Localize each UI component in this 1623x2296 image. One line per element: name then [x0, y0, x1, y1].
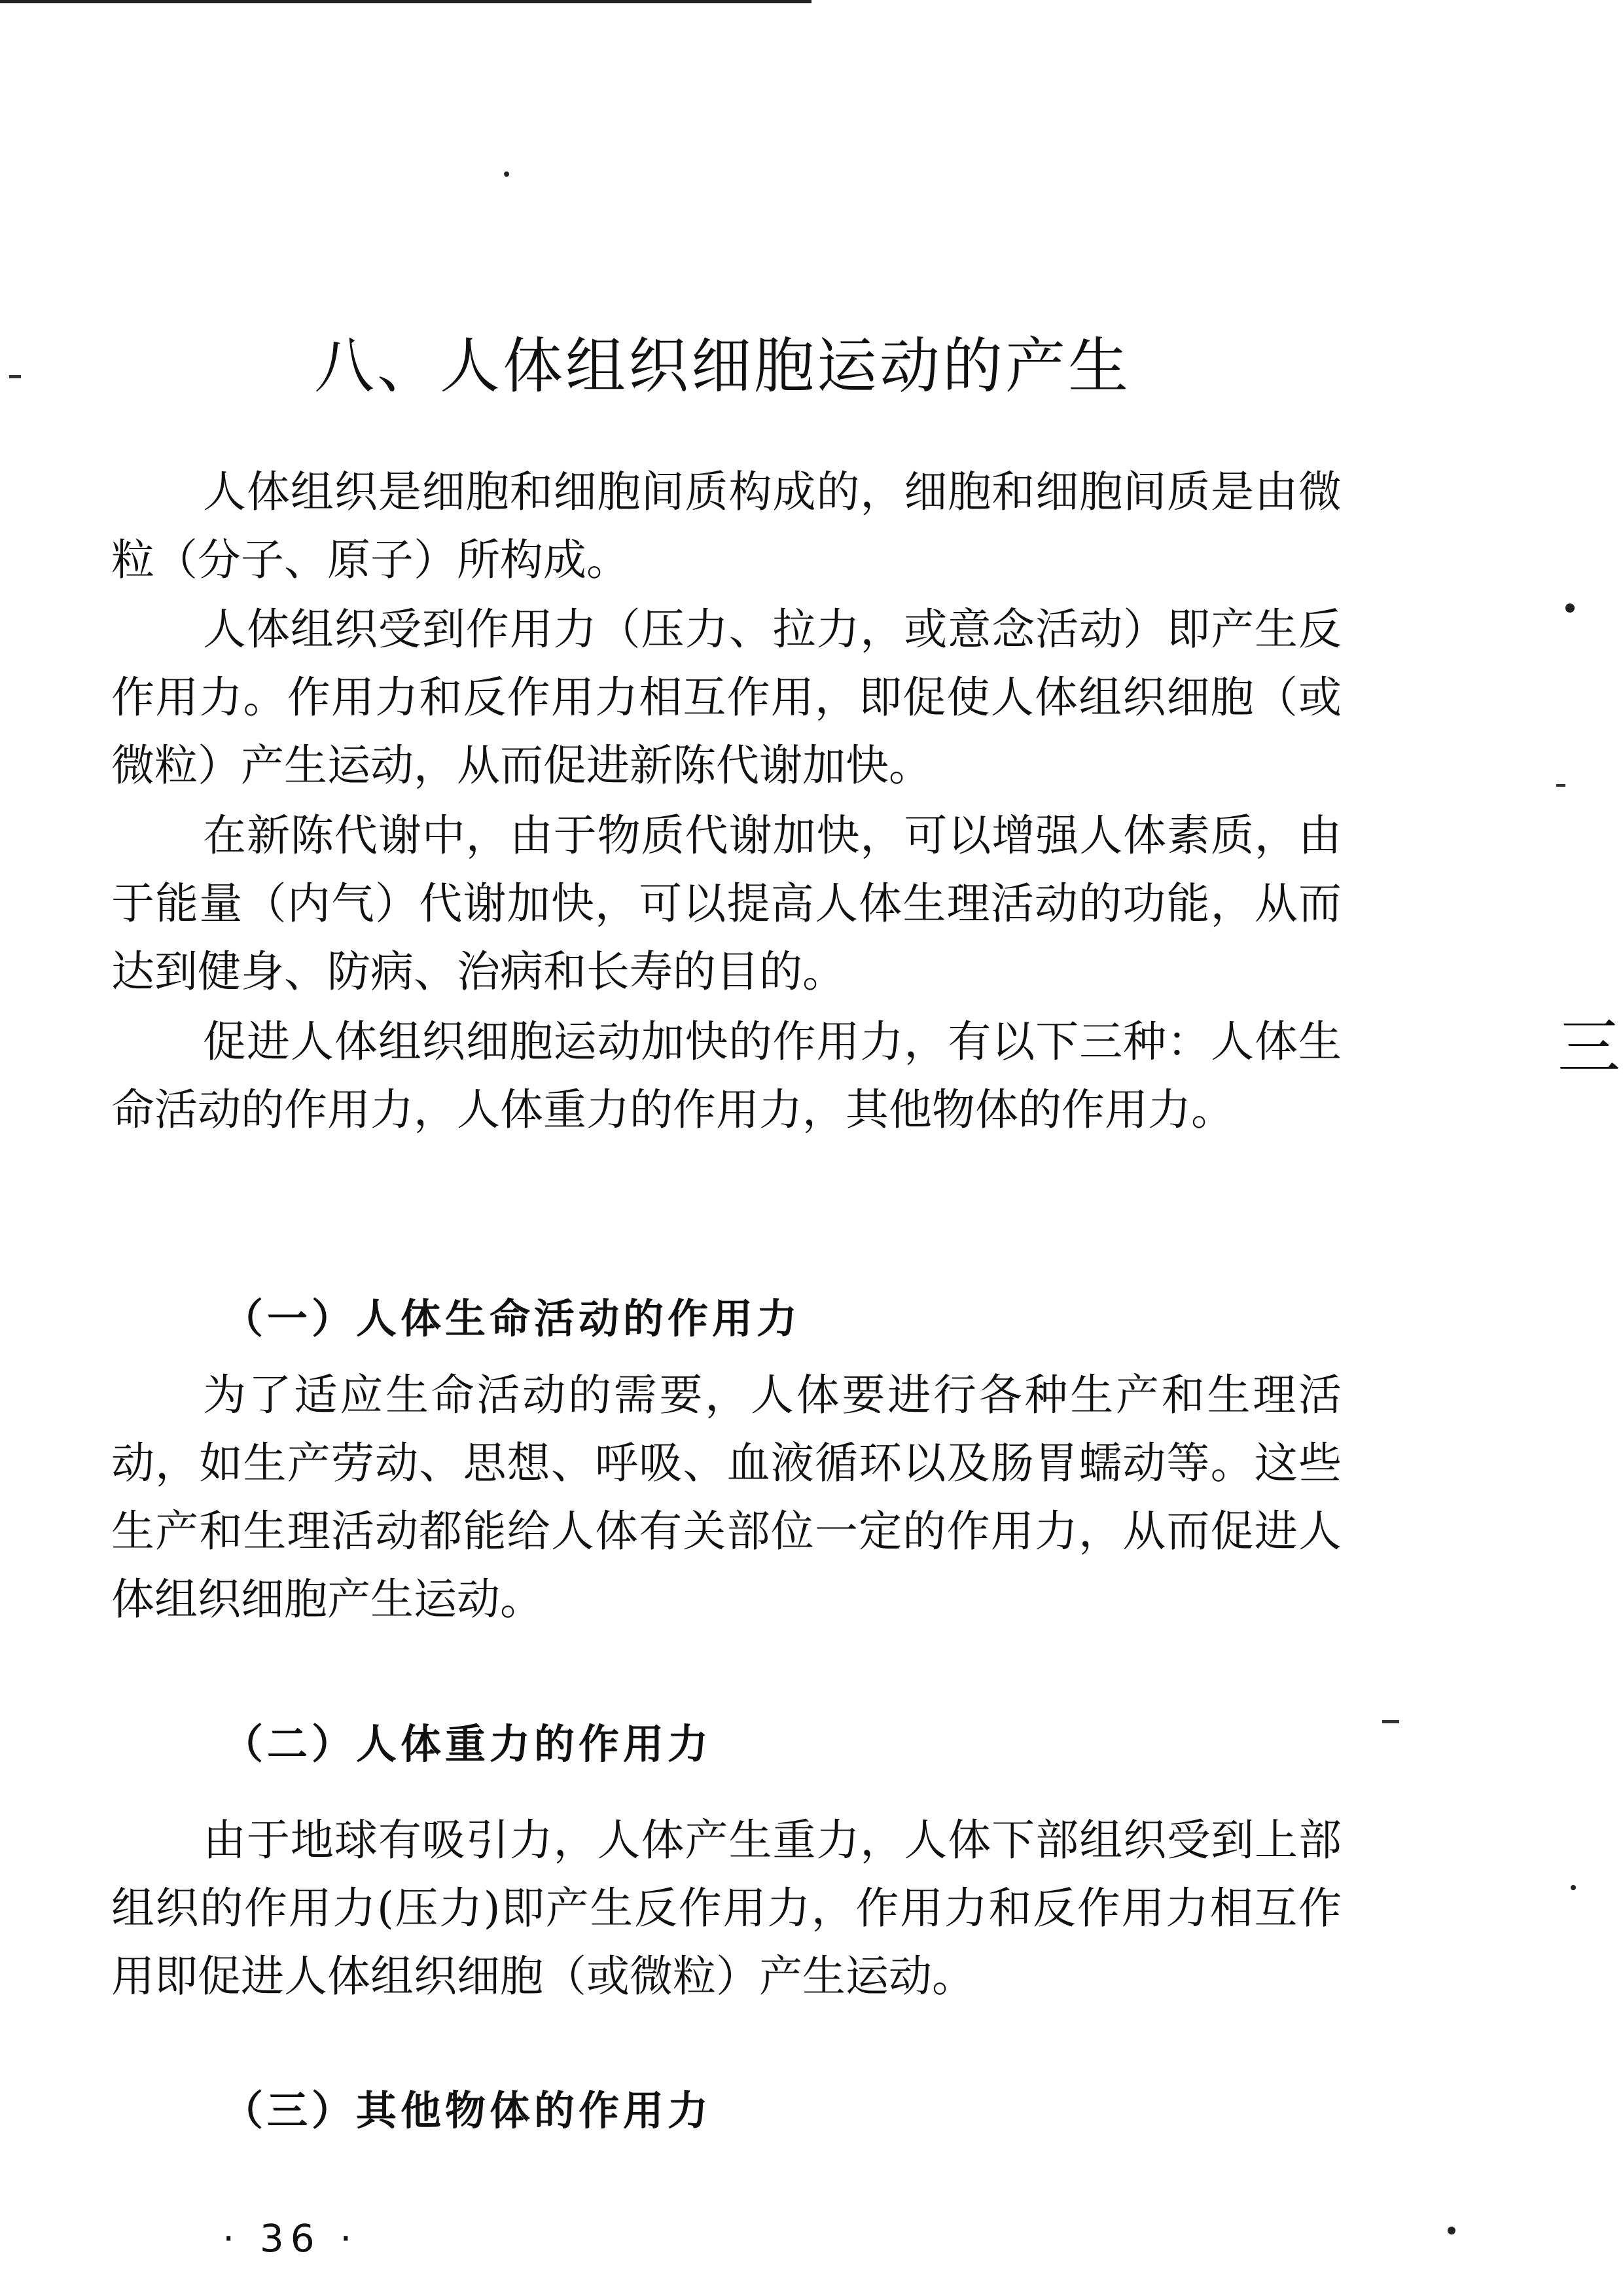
chapter-title: 八、人体组织细胞运动的产生 — [314, 331, 1132, 401]
top-rule — [0, 0, 812, 3]
section-heading-life-activity: （一）人体生命活动的作用力 — [223, 1295, 802, 1342]
page-number: · 36 · — [223, 2216, 359, 2261]
intro-paragraph-1: 人体组织是细胞和细胞间质构成的，细胞和细胞间质是由微粒（分子、原子）所构成。 — [111, 467, 1342, 585]
intro-paragraph-4: 促进人体组织细胞运动加快的作用力，有以下三种：人体生命活动的作用力，人体重力的作用力，其他物体的作用力。 — [111, 1016, 1342, 1135]
section-text-life-activity: 为了适应生命活动的需要，人体要进行各种生产和生理活动，如生产劳动、思想、呼吸、血液循环以及肠胃蠕动等。这些生产和生理活动都能给人体有关部位一定的作用力，从而促进人体组织细胞产生运动。 — [111, 1370, 1342, 1624]
scan-speck — [504, 171, 509, 177]
scan-speck — [1448, 2227, 1455, 2234]
section-heading-gravity: （二）人体重力的作用力 — [223, 1720, 713, 1768]
intro-paragraph-3: 在新陈代谢中，由于物质代谢加快，可以增强人体素质，由于能量（内气）代谢加快，可以提高人体生理活动的功能，从而达到健身、防病、治病和长寿的目的。 — [111, 810, 1342, 997]
scan-mark — [1382, 1720, 1399, 1723]
margin-mark: 三 — [1558, 1011, 1620, 1084]
scan-speck — [1571, 1885, 1576, 1890]
section-text-gravity: 由于地球有吸引力，人体产生重力，人体下部组织受到上部组织的作用力(压力)即产生反作用力，作用力和反作用力相互作用即促进人体组织细胞（或微粒）产生运动。 — [111, 1815, 1342, 2001]
intro-paragraph-2: 人体组织受到作用力（压力、拉力，或意念活动）即产生反作用力。作用力和反作用力相互作用，即促使人体组织细胞（或微粒）产生运动，从而促进新陈代谢加快。 — [111, 604, 1342, 791]
scan-speck — [1565, 603, 1575, 613]
scan-mark — [9, 375, 21, 378]
section-heading-other-objects: （三）其他物体的作用力 — [223, 2087, 713, 2134]
scan-mark — [1556, 784, 1565, 787]
